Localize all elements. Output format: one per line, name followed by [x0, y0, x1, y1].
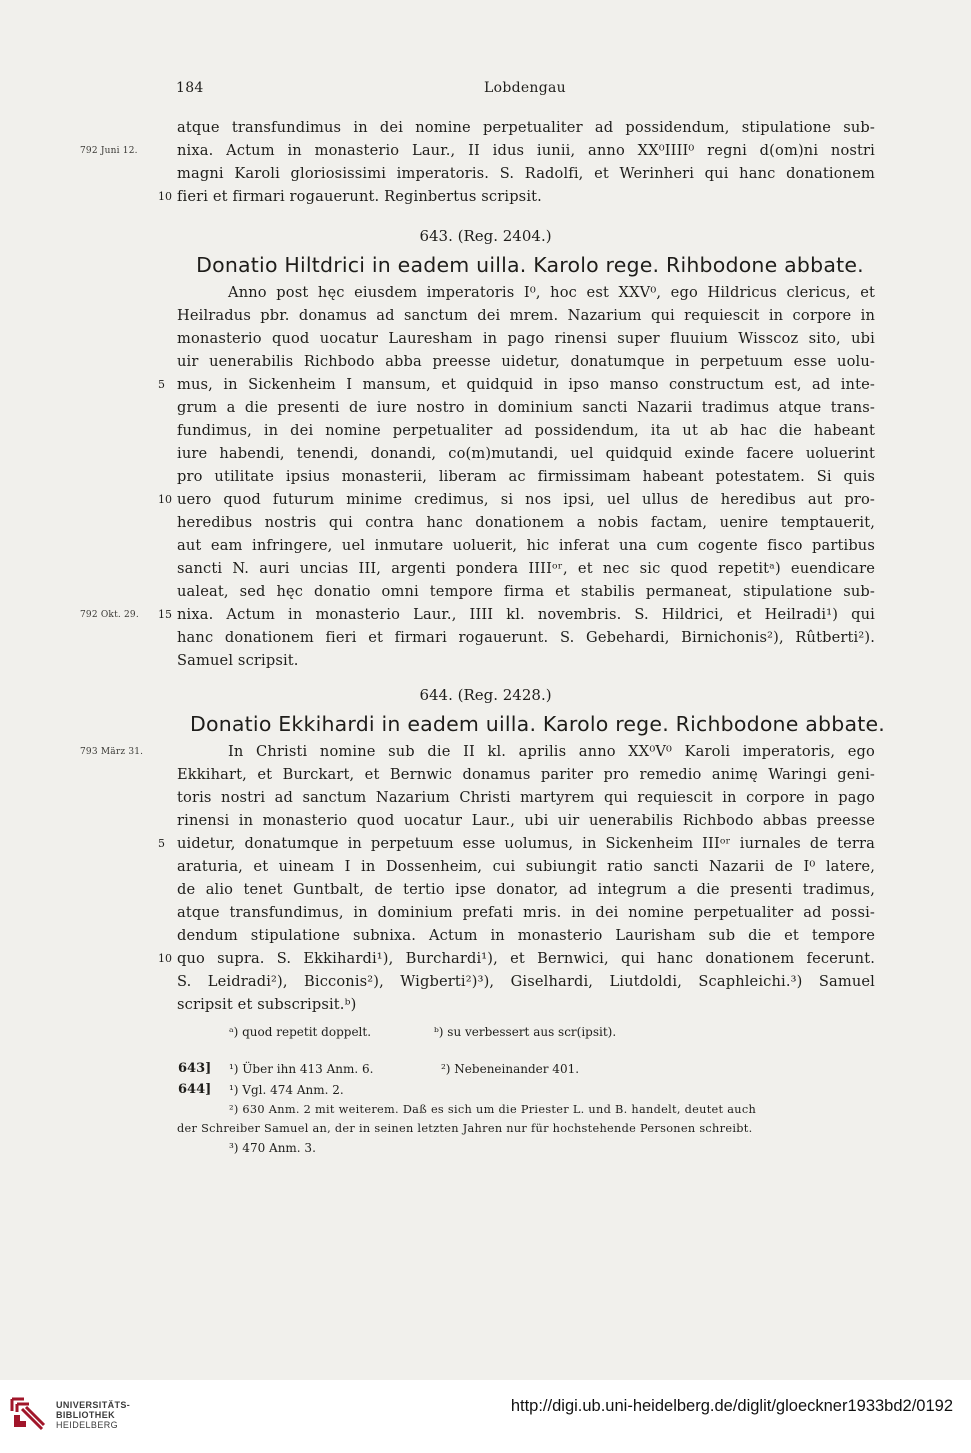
- footnote: ¹) Über ihn 413 Anm. 6.: [229, 1062, 374, 1076]
- text-line: quo supra. S. Ekkihardi¹), Burchardi¹), et Bernwici, qui hanc donationem fecerunt.: [177, 950, 875, 967]
- footnote-label: 643]: [178, 1061, 212, 1076]
- charter-number: 643. (Reg. 2404.): [419, 227, 552, 245]
- line-number: 10: [158, 190, 172, 203]
- apparatus-note-a: ᵃ) quod repetit doppelt.: [229, 1025, 372, 1039]
- text-line: magni Karoli gloriosissimi imperatoris. S. Radolfi, et Werinheri qui hanc donationem: [177, 165, 875, 182]
- charter-title: Donatio Ekkihardi in eadem uilla. Karolo rege. Richbodone abbate.: [190, 712, 885, 736]
- text-line: fundimus, in dei nomine perpetualiter ad possidendum, ita ut ab hac die habeant: [177, 422, 875, 439]
- footnote: ¹) Vgl. 474 Anm. 2.: [229, 1083, 344, 1097]
- text-line: pro utilitate ipsius monasterii, liberam ac firmissimam habeant potestatem. Si quis: [177, 468, 875, 485]
- text-line: ualeat, sed hęc donatio omni tempore firma et stabilis permaneat, stipulatione sub-: [177, 583, 875, 600]
- margin-date: 792 Juni 12.: [80, 146, 138, 156]
- charter-number: 644. (Reg. 2428.): [419, 686, 552, 704]
- text-line: Samuel scripsit.: [177, 652, 299, 669]
- line-number: 10: [158, 493, 172, 506]
- footnote: ³) 470 Anm. 3.: [229, 1141, 316, 1155]
- footnote: ²) Nebeneinander 401.: [441, 1062, 580, 1076]
- running-head: Lobdengau: [484, 80, 566, 96]
- line-number: 15: [158, 608, 172, 621]
- text-line: toris nostri ad sanctum Nazarium Christi martyrem qui requiescit in corpore in pago: [177, 789, 875, 806]
- text-line: scripsit et subscripsit.ᵇ): [177, 996, 357, 1013]
- text-line: In Christi nomine sub die II kl. aprilis anno XX⁰V⁰ Karoli imperatoris, ego: [228, 743, 875, 760]
- library-name: HEIDELBERG: [56, 1420, 119, 1430]
- charter-title: Donatio Hiltdrici in eadem uilla. Karolo rege. Rihbodone abbate.: [196, 253, 864, 277]
- text-line: monasterio quod uocatur Lauresham in pago rinensi super fluuium Wisscoz sito, ubi: [177, 330, 875, 347]
- line-number: 5: [158, 837, 165, 850]
- text-line: nixa. Actum in monasterio Laur., IIII kl. novembris. S. Hildrici, et Heilradi¹) qui: [177, 606, 875, 623]
- text-line: mus, in Sickenheim I mansum, et quidquid in ipso manso constructum est, ad inte-: [177, 376, 875, 393]
- text-line: iure habendi, tenendi, donandi, co(m)mutandi, uel quidquid exinde facere uoluerint: [177, 445, 875, 462]
- text-line: nixa. Actum in monasterio Laur., II idus iunii, anno XX⁰IIII⁰ regni d(om)ni nostri: [177, 142, 875, 159]
- apparatus-note-b: ᵇ) su verbessert aus scr(ipsit).: [434, 1025, 617, 1039]
- page-number: 184: [176, 80, 204, 96]
- library-logo-icon: [8, 1393, 48, 1433]
- text-line: atque transfundimus, in dominium prefati mris. in dei nomine perpetualiter ad possi-: [177, 904, 875, 921]
- text-line: uero quod futurum minime credimus, si nos ipsi, uel ullus de heredibus aut pro-: [177, 491, 875, 508]
- text-line: uidetur, donatumque in perpetuum esse uolumus, in Sickenheim IIIᵒʳ iurnales de terra: [177, 835, 875, 852]
- text-line: fieri et firmari rogauerunt. Reginbertus scripsit.: [177, 188, 542, 205]
- margin-date: 793 März 31.: [80, 747, 144, 757]
- footnote: der Schreiber Samuel an, der in seinen letzten Jahren nur für hochstehende Personen schreibt.: [177, 1122, 753, 1135]
- text-line: dendum stipulatione subnixa. Actum in monasterio Laurisham sub die et tempore: [177, 927, 875, 944]
- viewer-footer: [0, 1380, 971, 1453]
- text-line: atque transfundimus in dei nomine perpetualiter ad possidendum, stipulatione sub-: [177, 119, 875, 136]
- text-line: Anno post hęc eiusdem imperatoris I⁰, hoc est XXV⁰, ego Hildricus clericus, et: [228, 284, 875, 301]
- line-number: 5: [158, 378, 165, 391]
- text-line: Ekkihart, et Burckart, et Bernwic donamus pariter pro remedio animę Waringi geni-: [177, 766, 875, 783]
- text-line: de alio tenet Guntbalt, de tertio ipse donator, ad integrum a die presenti tradimus,: [177, 881, 875, 898]
- text-line: grum a die presenti de iure nostro in dominium sancti Nazarii tradimus atque trans-: [177, 399, 875, 416]
- text-line: hanc donationem fieri et firmari rogauerunt. S. Gebehardi, Birnichonis²), Rûtberti²).: [177, 629, 875, 646]
- permalink-url[interactable]: http://digi.ub.uni-heidelberg.de/diglit/gloeckner1933bd2/0192: [510, 1397, 953, 1415]
- margin-date: 792 Okt. 29.: [80, 610, 139, 620]
- footnote-label: 644]: [178, 1082, 212, 1097]
- text-line: aut eam infringere, uel inmutare uoluerit, hic inferat una cum cogente fisco partibus: [177, 537, 875, 554]
- text-line: Heilradus pbr. donamus ad sanctum dei mrem. Nazarium qui requiescit in corpore in: [177, 307, 875, 324]
- text-line: rinensi in monasterio quod uocatur Laur., ubi uir uenerabilis Richbodo abbas preesse: [177, 812, 875, 829]
- line-number: 10: [158, 952, 172, 965]
- text-line: S. Leidradi²), Bicconis²), Wigberti²)³), Giselhardi, Liutdoldi, Scaphleichi.³) Samuel: [177, 973, 875, 990]
- text-line: heredibus nostris qui contra hanc donationem a nobis factam, uenire temptauerit,: [177, 514, 875, 531]
- text-line: uir uenerabilis Richbodo abba preesse uidetur, donatumque in perpetuum esse uolu-: [177, 353, 875, 370]
- library-name: UNIVERSITÄTS-: [56, 1400, 131, 1410]
- text-line: sancti N. auri uncias III, argenti pondera IIIIᵒʳ, et nec sic quod repetitᵃ) euendicare: [177, 560, 875, 577]
- library-name: BIBLIOTHEK: [56, 1410, 115, 1420]
- footnote: ²) 630 Anm. 2 mit weiterem. Daß es sich um die Priester L. und B. handelt, deutet auch: [229, 1103, 757, 1116]
- text-line: araturia, et uineam I in Dossenheim, cui subiungit ratio sancti Nazarii de I⁰ latere,: [177, 858, 875, 875]
